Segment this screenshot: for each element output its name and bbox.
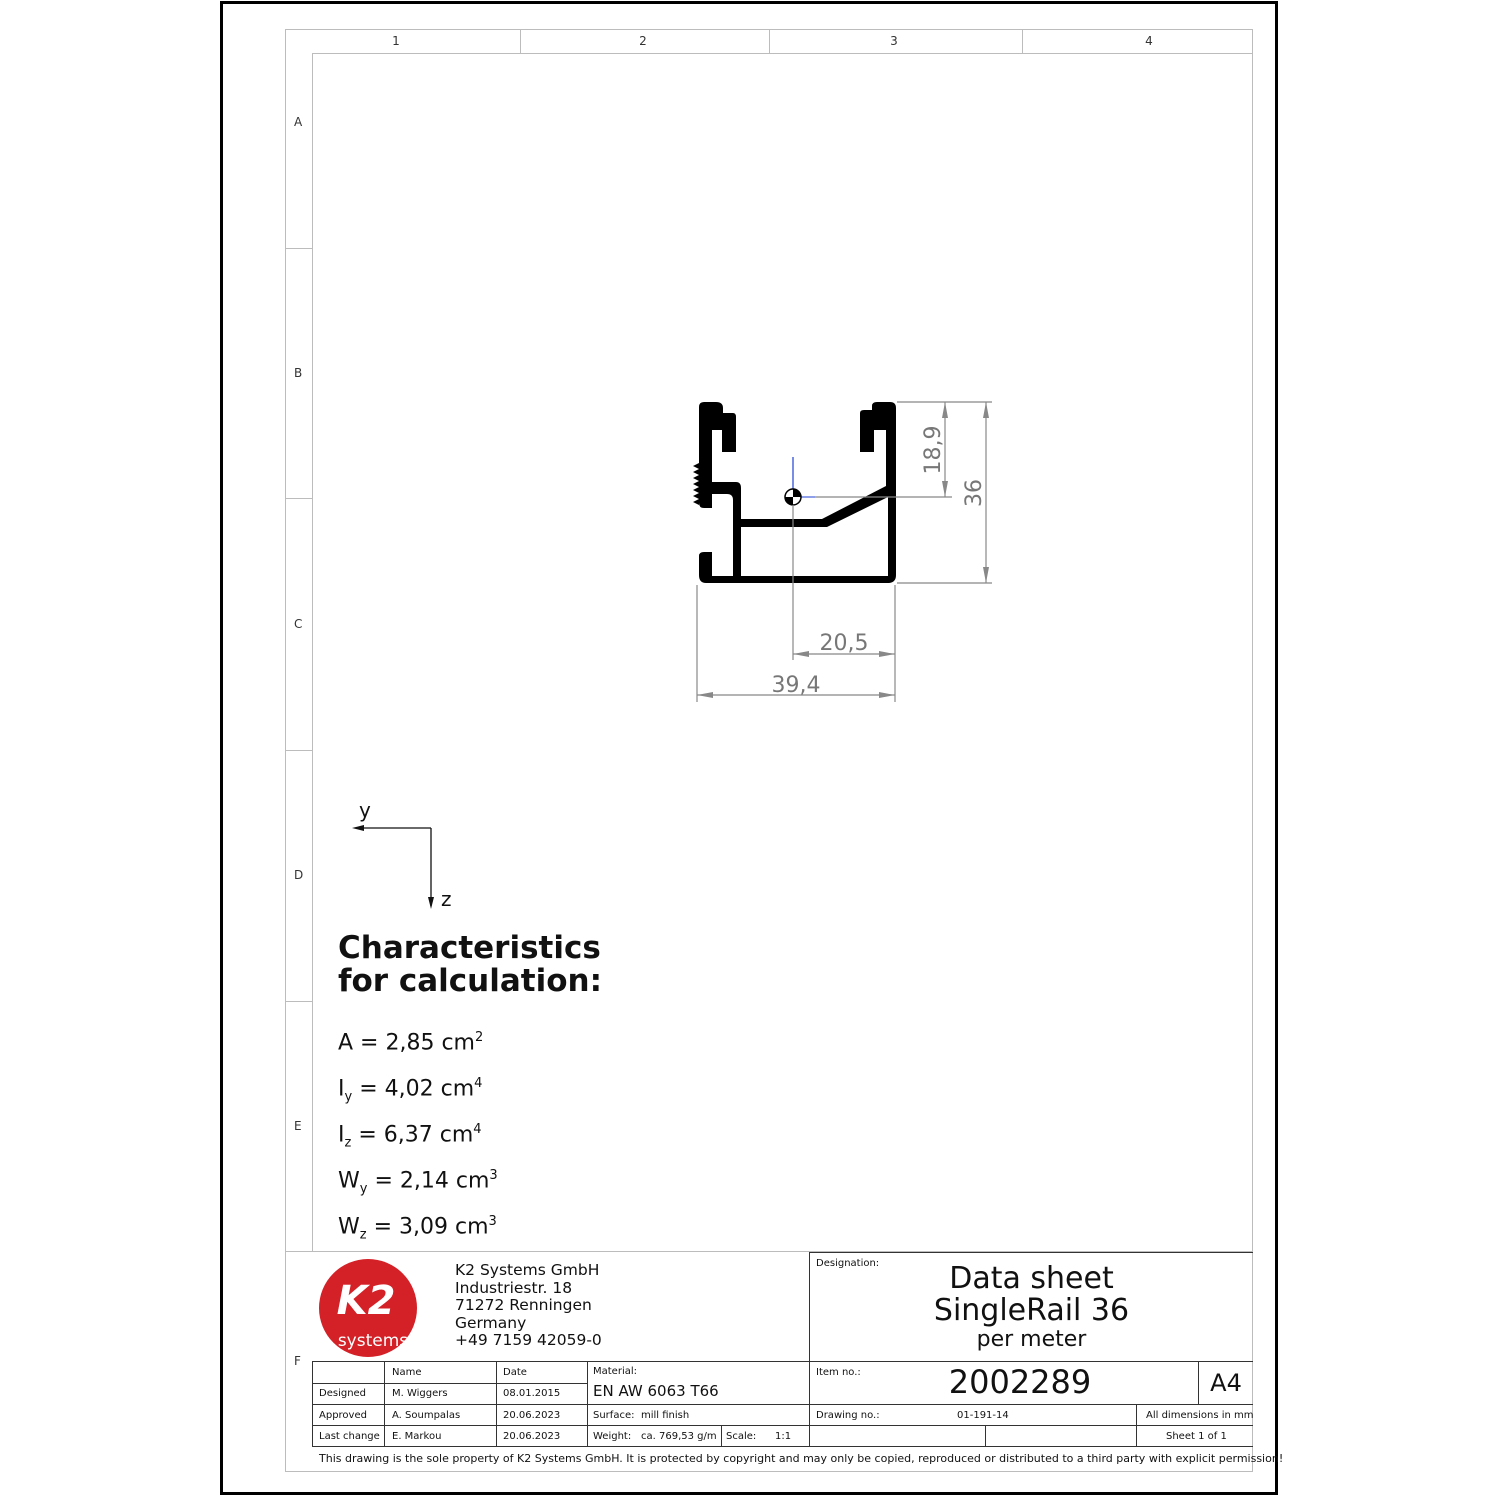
designation-line2: SingleRail 36 bbox=[933, 1293, 1130, 1328]
table-col-line bbox=[496, 1361, 497, 1446]
surface-value: mill finish bbox=[641, 1410, 690, 1421]
material-label: Material: bbox=[593, 1366, 637, 1377]
y-axis-label: y bbox=[359, 798, 371, 822]
zone-col-1: 1 bbox=[392, 34, 400, 48]
zone-row-f: F bbox=[294, 1354, 301, 1368]
zone-row-d: D bbox=[294, 868, 304, 882]
designation-subtitle: per meter bbox=[976, 1327, 1087, 1352]
designation-label: Designation: bbox=[816, 1258, 880, 1269]
scale-value: 1:1 bbox=[775, 1431, 792, 1442]
char-iy: $I_y = 4,02$ $cm^4$ bbox=[338, 1076, 483, 1105]
company-country: Germany bbox=[455, 1313, 527, 1332]
zone-col-3: 3 bbox=[890, 34, 898, 48]
last-change-name: E. Markou bbox=[392, 1431, 442, 1442]
table-header-name: Name bbox=[392, 1367, 422, 1378]
z-axis-label: z bbox=[441, 887, 452, 911]
char-iz: $I_z = 6,37$ $cm^4$ bbox=[338, 1122, 482, 1151]
zone-row-c: C bbox=[294, 617, 303, 631]
table-col-line bbox=[721, 1425, 722, 1446]
units-note: All dimensions in mm bbox=[1146, 1410, 1254, 1421]
coordinate-axes bbox=[356, 828, 431, 906]
centroid-marker bbox=[785, 457, 815, 505]
table-col-line bbox=[1136, 1404, 1137, 1446]
table-bottom-line bbox=[312, 1446, 1253, 1447]
dim-width-partial: 20,5 bbox=[819, 631, 869, 656]
company-street: Industriestr. 18 bbox=[455, 1278, 573, 1297]
designation-top-line bbox=[809, 1252, 1253, 1253]
approved-name: A. Soumpalas bbox=[392, 1410, 461, 1421]
drawing-no-value: 01-191-14 bbox=[957, 1410, 1009, 1421]
zone-row-b: B bbox=[294, 366, 303, 380]
designation-line1: Data sheet bbox=[949, 1261, 1114, 1296]
zone-row-e: E bbox=[294, 1119, 302, 1133]
item-no-label: Item no.: bbox=[816, 1367, 861, 1378]
char-wy: $W_y = 2,14$ $cm^3$ bbox=[338, 1168, 498, 1197]
table-row-line bbox=[312, 1425, 1253, 1426]
designed-date: 08.01.2015 bbox=[503, 1388, 561, 1399]
dim-width-total: 39,4 bbox=[771, 673, 821, 698]
designation-title bbox=[810, 1263, 1253, 1327]
item-number: 2002289 bbox=[948, 1363, 1092, 1401]
material-value: EN AW 6063 T66 bbox=[593, 1382, 719, 1400]
char-area: A = 2,85 $cm^2$ bbox=[338, 1030, 484, 1056]
k2-logo bbox=[318, 1258, 418, 1358]
paper-size-line bbox=[1198, 1361, 1199, 1404]
drawing-no-label: Drawing no.: bbox=[816, 1410, 880, 1421]
zone-col-4: 4 bbox=[1145, 34, 1153, 48]
table-row-line bbox=[312, 1404, 1253, 1405]
company-name: K2 Systems GmbH bbox=[455, 1261, 600, 1279]
table-header-line bbox=[312, 1383, 587, 1384]
dim-height-partial: 18,9 bbox=[921, 425, 946, 475]
zone-col-2: 2 bbox=[639, 34, 647, 48]
table-header-date: Date bbox=[503, 1367, 527, 1378]
designed-label: Designed bbox=[319, 1388, 367, 1399]
last-change-label: Last change bbox=[319, 1431, 380, 1442]
z-axis-arrow bbox=[428, 897, 434, 909]
scale-label: Scale: bbox=[726, 1431, 757, 1442]
y-axis-arrow bbox=[352, 825, 364, 831]
titleblock-mid-line bbox=[312, 1361, 1253, 1362]
paper-size: A4 bbox=[1210, 1369, 1242, 1397]
weight-label: Weight: bbox=[593, 1431, 632, 1442]
table-col-line bbox=[384, 1361, 385, 1446]
table-col-line bbox=[985, 1425, 986, 1446]
svg-text:systems: systems bbox=[337, 1331, 409, 1351]
svg-text:K2: K2 bbox=[336, 1278, 396, 1324]
company-city: 71272 Renningen bbox=[455, 1296, 592, 1315]
copyright-footer: This drawing is the sole property of K2 Systems GmbH. It is protected by copyright and may only be copied, reproduced or distributed to a third party with explicit permission! bbox=[319, 1452, 1284, 1465]
approved-label: Approved bbox=[319, 1410, 367, 1421]
characteristics-title-line2: for calculation: bbox=[338, 963, 602, 999]
company-address bbox=[455, 1262, 602, 1350]
dim-height-total: 36 bbox=[962, 479, 987, 507]
approved-date: 20.06.2023 bbox=[503, 1410, 561, 1421]
designed-name: M. Wiggers bbox=[392, 1388, 448, 1399]
surface-label: Surface: bbox=[593, 1410, 635, 1421]
table-col-line bbox=[587, 1361, 588, 1446]
last-change-date: 20.06.2023 bbox=[503, 1431, 561, 1442]
zone-row-a: A bbox=[294, 115, 303, 129]
weight-value: ca. 769,53 g/m bbox=[641, 1431, 717, 1442]
characteristics-title bbox=[338, 932, 602, 998]
sheet-number: Sheet 1 of 1 bbox=[1166, 1431, 1227, 1442]
characteristics-title-line1: Characteristics bbox=[338, 930, 601, 966]
char-wz: $W_z = 3,09$ $cm^3$ bbox=[338, 1214, 497, 1243]
dimension-lines bbox=[697, 402, 992, 702]
company-phone: +49 7159 42059-0 bbox=[455, 1331, 602, 1350]
